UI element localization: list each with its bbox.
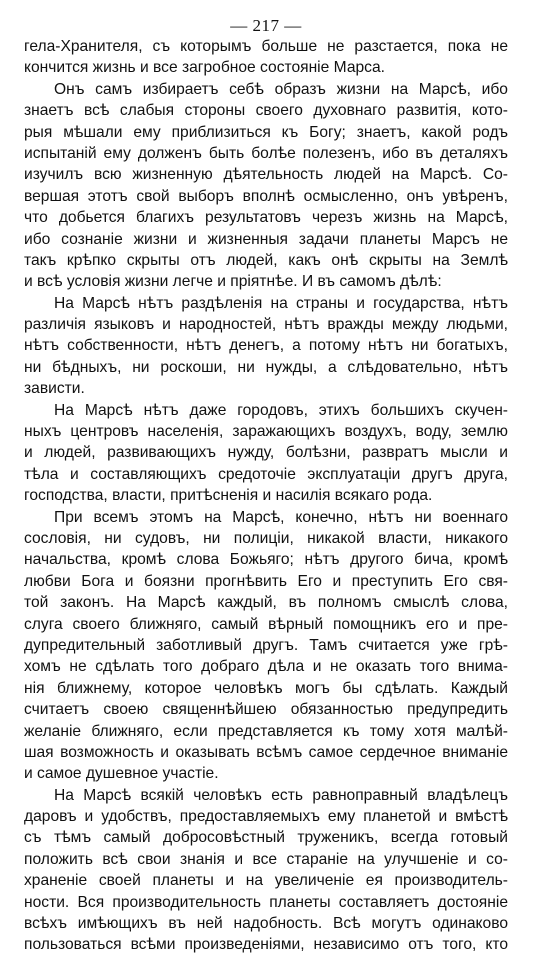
text-line: сословiя, ни судовъ, ни полицiи, никакой власти, никакого xyxy=(24,529,508,547)
text-line: дупредительный заботливый другъ. Тамъ считается уже грѣ- xyxy=(24,636,508,654)
text-line: той законъ. На Марсѣ каждый, въ полномъ смыслѣ слова, xyxy=(24,594,508,612)
paragraph xyxy=(24,507,508,785)
text-line: что добьется благихъ результатовъ черезъ жизнь на Марсѣ, xyxy=(24,209,508,227)
text-line: господства, власти, притѣсненiя и насилiя всякаго рода. xyxy=(24,487,433,505)
text-line: зависти. xyxy=(24,380,85,398)
text-line: шая возможность и оказывать всѣмъ самое сердечное вниманiе xyxy=(24,743,508,761)
body-text xyxy=(24,36,508,956)
text-line: съ тѣмъ самый добросовѣстный труженикъ, всегда готовый xyxy=(24,829,508,847)
text-line: нѣтъ собственности, нѣтъ денегъ, а потому нѣтъ ни богатыхъ, xyxy=(24,337,508,355)
text-line: На Марсѣ всякiй человѣкъ есть равноправный владѣлецъ xyxy=(54,786,508,804)
text-line: ныхъ центровъ населенiя, заражающихъ воздухъ, воду, землю xyxy=(24,423,508,441)
text-line: даровъ и удобствъ, предоставляемыхъ ему планетой и вмѣстѣ xyxy=(24,808,508,826)
text-line: ни бѣдныхъ, ни роскоши, ни нужды, а слѣдовательно, нѣтъ xyxy=(24,358,508,376)
text-line: такъ крѣпко скрыты отъ людей, какъ онѣ скрыты на Землѣ xyxy=(24,251,508,269)
text-line: пользоваться всѣми произведенiями, независимо отъ того, кто xyxy=(24,936,508,954)
text-line: Онъ самъ избираетъ себѣ образъ жизни на Марсѣ, ибо xyxy=(54,80,508,98)
text-line: и всѣ условiя жизни легче и прiятнѣе. И въ самомъ дѣлѣ: xyxy=(24,273,442,291)
text-line: изучилъ всю жизненную дѣятельность людей на Марсѣ. Со- xyxy=(24,166,508,184)
text-line: желанiе ближняго, если представляется къ тому хотя малѣй- xyxy=(24,722,508,740)
text-line: вершая этотъ свой выборъ вполнѣ осмысленно, онъ увѣренъ, xyxy=(24,187,508,205)
text-line: начальства, кромѣ слова Божьяго; нѣтъ другого бича, кромѣ xyxy=(24,551,508,569)
paragraph xyxy=(24,79,508,293)
text-line: слуга своего ближняго, самый вѣрный помощникъ его и пре- xyxy=(24,615,508,633)
page-number: — 217 — xyxy=(230,16,302,35)
text-line: считаетъ своею священнѣйшею обязанностью предупредить xyxy=(24,701,508,719)
text-line: храненiе своей планеты и на увеличенiе ея производитель- xyxy=(24,872,508,890)
text-line: гела-Хранителя, съ которымъ больше не разстается, пока не xyxy=(24,38,508,55)
text-line: знаетъ всѣ слабыя стороны своего духовнаго развитiя, кото- xyxy=(24,102,508,120)
paragraph xyxy=(24,785,508,956)
text-line: испытанiй ему долженъ быть болѣе полезенъ, ибо въ деталяхъ xyxy=(24,144,508,162)
text-line: положить всѣ свои знанiя и все старанiе на улучшенiе и со- xyxy=(24,850,508,868)
text-line: На Марсѣ нѣтъ раздѣленiя на страны и государства, нѣтъ xyxy=(54,294,508,312)
paragraph xyxy=(24,36,508,79)
text-line: различiя языковъ и народностей, нѣтъ вражды между людьми, xyxy=(24,316,508,334)
text-line: и самое душевное участiе. xyxy=(24,765,219,783)
text-line: На Марсѣ нѣтъ даже городовъ, этихъ большихъ скучен- xyxy=(54,401,508,419)
text-line: нiя ближнему, которое человѣкъ могъ бы сдѣлать. Каждый xyxy=(24,679,508,697)
text-line: ности. Вся производительность планеты составляетъ достоянiе xyxy=(24,893,508,911)
paragraph xyxy=(24,293,508,400)
text-line: рыя мѣшали ему приблизиться къ Богу; знаетъ, какой родъ xyxy=(24,123,508,141)
text-line: При всемъ этомъ на Марсѣ, конечно, нѣтъ ни военнаго xyxy=(54,508,508,526)
text-line: тѣла и составляющихъ средоточiе эксплуатацiи другъ друга, xyxy=(24,465,508,483)
paragraph xyxy=(24,400,508,507)
text-line: и людей, развивающихъ нужду, болѣзни, развратъ мысли и xyxy=(24,444,508,462)
text-line: хомъ не сдѣлать того добраго дѣла и не оказать того внима- xyxy=(24,658,508,676)
text-line: ибо сознанiе жизни и жизненныя задачи планеты Марсъ не xyxy=(24,230,508,248)
text-line: кончится жизнь и все загробное состоянiе Марса. xyxy=(24,59,385,77)
text-line: любви Бога и боязни прогнѣвить Его и преступить Его свя- xyxy=(24,572,508,590)
text-line: всѣхъ имѣющихъ въ ней надобность. Всѣ могутъ одинаково xyxy=(24,915,508,933)
